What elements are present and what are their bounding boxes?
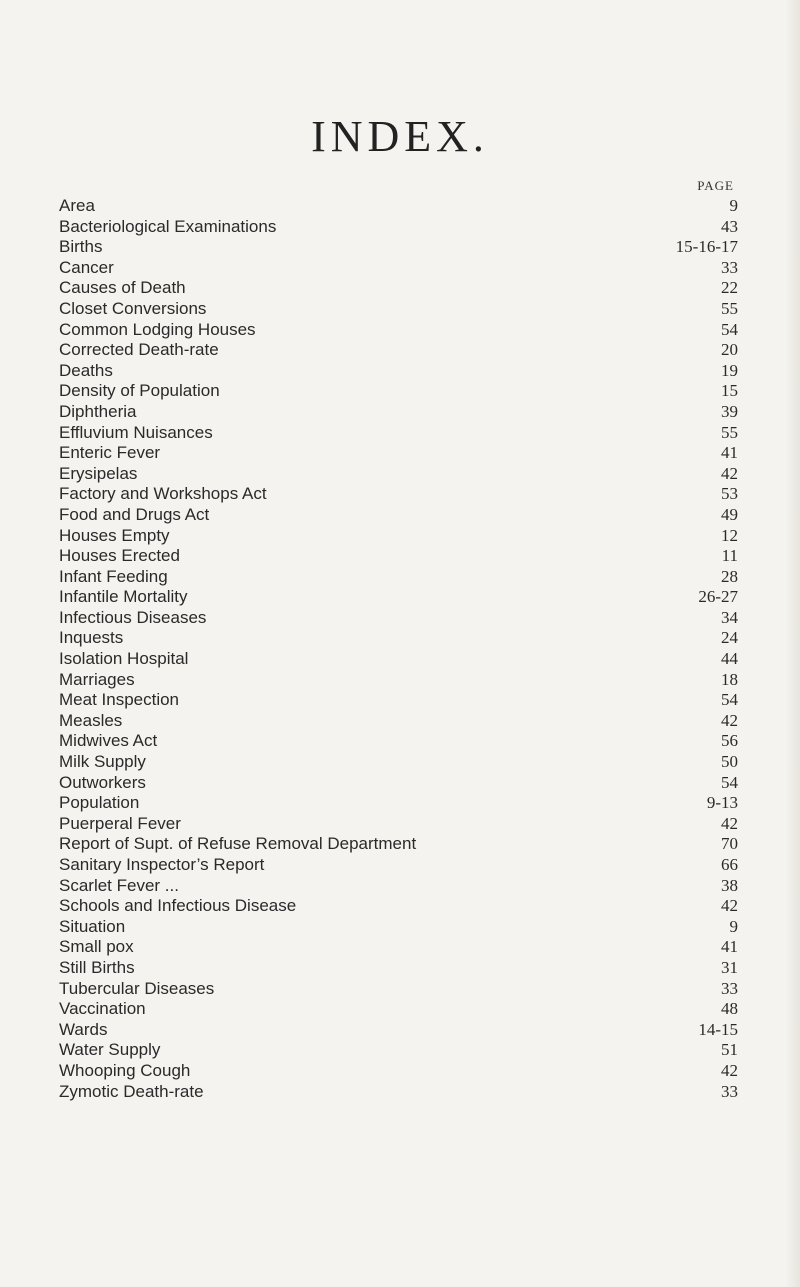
index-entry: [59, 731, 738, 752]
index-entry: [59, 937, 738, 958]
index-list: [59, 196, 738, 1102]
index-entry-name: Closet Conversions: [59, 298, 207, 318]
index-entry-page: 12: [721, 525, 738, 545]
index-entry-name: Cancer: [59, 257, 114, 277]
index-entry-name: Bacteriological Examinations: [59, 216, 277, 236]
index-entry: [59, 979, 738, 1000]
index-entry: [59, 546, 738, 567]
index-entry-name: Food and Drugs Act: [59, 504, 210, 524]
index-entry-name: Zymotic Death-rate: [59, 1081, 204, 1101]
index-entry-page: 49: [721, 504, 738, 524]
index-entry-name: Meat Inspection: [59, 690, 180, 710]
index-entry: [59, 196, 738, 217]
index-entry-page: 42: [721, 813, 738, 833]
index-entry-name: Common Lodging Houses: [59, 319, 256, 339]
index-entry-page: 34: [721, 607, 738, 627]
index-entry: [59, 752, 738, 773]
index-entry: [59, 917, 738, 938]
index-entry-page: 55: [721, 422, 738, 442]
index-entry: [59, 608, 738, 629]
page-title: INDEX.: [311, 112, 489, 161]
index-entry: [59, 773, 738, 794]
index-entry-page: 31: [721, 957, 738, 977]
index-entry-name: Puerperal Fever: [59, 813, 181, 833]
index-entry: [59, 896, 738, 917]
index-entry-page: 66: [721, 855, 738, 874]
index-entry: [59, 587, 738, 608]
index-entry: [59, 340, 738, 361]
index-entry: [59, 628, 738, 649]
index-entry: [59, 526, 738, 547]
index-entry: [59, 423, 738, 444]
index-entry-page: 48: [721, 999, 738, 1019]
index-entry-page: 43: [721, 216, 738, 236]
index-entry-page: 70: [721, 834, 738, 854]
index-entry: [59, 381, 738, 402]
index-entry-name: Isolation Hospital: [59, 649, 189, 669]
index-entry-name: Enteric Fever: [59, 443, 161, 463]
index-entry-page: 41: [721, 443, 738, 463]
index-entry-name: Infantile Mortality: [59, 587, 188, 607]
index-entry-name: Outworkers: [59, 772, 146, 792]
index-entry-name: Effluvium Nuisances: [59, 422, 213, 442]
index-entry-name: Houses Erected: [59, 546, 180, 566]
index-entry-page: 18: [721, 669, 738, 689]
index-entry-page: 55: [721, 298, 738, 318]
index-entry-name: Measles: [59, 710, 123, 730]
index-entry: [59, 567, 738, 588]
index-entry: [59, 1040, 738, 1061]
index-entry-page: 42: [721, 710, 738, 730]
index-entry-page: 42: [721, 463, 738, 483]
index-entry-name: Density of Population: [59, 381, 220, 401]
index-entry-name: Situation: [59, 916, 126, 936]
index-entry: [59, 876, 738, 897]
page-edge-shadow: [786, 0, 800, 1287]
index-entry-name: Marriages: [59, 669, 135, 689]
index-entry-page: 33: [721, 257, 738, 277]
index-entry-page: 56: [721, 731, 738, 751]
page-column-header: PAGE: [697, 178, 734, 193]
index-entry-page: 24: [721, 628, 738, 648]
index-entry-page: 42: [721, 1060, 738, 1080]
index-entry-page: 14-15: [698, 1019, 738, 1039]
index-entry: [59, 1061, 738, 1082]
index-entry-page: 41: [721, 937, 738, 957]
index-entry: [59, 258, 738, 279]
index-entry-name: Houses Empty: [59, 525, 170, 545]
index-entry: [59, 690, 738, 711]
index-entry: [59, 299, 738, 320]
index-entry: [59, 1082, 738, 1103]
index-entry-name: Erysipelas: [59, 463, 138, 483]
index-entry-page: 9-13: [706, 793, 738, 813]
index-entry-page: 33: [721, 1081, 738, 1101]
index-entry-name: Corrected Death-rate: [59, 340, 219, 360]
index-entry: [59, 649, 738, 670]
index-entry-name: Factory and Workshops Act: [59, 484, 267, 504]
index-entry-name: Births: [59, 237, 103, 257]
index-entry: [59, 464, 738, 485]
index-entry-name: Inquests: [59, 628, 124, 648]
index-entry-name: Milk Supply: [59, 752, 146, 772]
index-entry-name: Infectious Diseases: [59, 607, 207, 627]
index-entry-name: Still Births: [59, 957, 135, 977]
index-entry: [59, 834, 738, 855]
index-entry: [59, 361, 738, 382]
index-entry-page: 42: [721, 896, 738, 916]
index-entry-name: Sanitary Inspector’s Report: [59, 855, 265, 874]
index-entry-page: 54: [721, 690, 738, 710]
index-entry-name: Vaccination: [59, 999, 146, 1019]
index-entry: [59, 278, 738, 299]
index-entry: [59, 999, 738, 1020]
index-entry-page: 44: [721, 649, 738, 669]
index-entry-name: Population: [59, 793, 140, 813]
index-entry-name: Tubercular Diseases: [59, 978, 215, 998]
index-entry-page: 54: [721, 319, 738, 339]
index-entry-page: 33: [721, 978, 738, 998]
index-entry-page: 15-16-17: [675, 237, 738, 257]
index-entry-name: Deaths: [59, 360, 113, 380]
index-entry-page: 15: [721, 381, 738, 401]
index-entry-name: Schools and Infectious Disease: [59, 896, 297, 916]
index-entry: [59, 855, 738, 876]
index-entry-page: 51: [721, 1040, 738, 1060]
index-entry: [59, 237, 738, 258]
index-entry-name: Whooping Cough: [59, 1060, 191, 1080]
index-entry-page: 28: [721, 566, 738, 586]
index-entry-name: Report of Supt. of Refuse Removal Department: [59, 834, 417, 854]
index-entry-page: 38: [721, 875, 738, 895]
index-entry-page: 22: [721, 278, 738, 298]
index-entry-name: Scarlet Fever ...: [59, 875, 179, 895]
index-entry-page: 54: [721, 772, 738, 792]
index-entry-name: Wards: [59, 1019, 108, 1039]
index-entry: [59, 1020, 738, 1041]
index-entry-page: 26-27: [698, 587, 738, 607]
index-entry: [59, 484, 738, 505]
index-entry-page: 53: [721, 484, 738, 504]
index-entry: [59, 711, 738, 732]
index-entry-name: Midwives Act: [59, 731, 158, 751]
index-entry: [59, 793, 738, 814]
index-entry-page: 20: [721, 340, 738, 360]
index-entry-name: Diphtheria: [59, 401, 137, 421]
index-entry: [59, 217, 738, 238]
index-entry: [59, 814, 738, 835]
index-entry-name: Area: [59, 196, 95, 215]
index-entry-page: 19: [721, 360, 738, 380]
index-entry-page: 9: [729, 196, 738, 215]
index-entry-page: 11: [721, 546, 738, 566]
index-entry-page: 39: [721, 401, 738, 421]
index-entry: [59, 670, 738, 691]
index-entry-page: 9: [729, 916, 738, 936]
index-entry-name: Infant Feeding: [59, 566, 168, 586]
index-entry-name: Causes of Death: [59, 278, 186, 298]
index-entry: [59, 958, 738, 979]
index-entry: [59, 320, 738, 341]
index-entry-page: 50: [721, 752, 738, 772]
index-entry: [59, 402, 738, 423]
index-entry: [59, 505, 738, 526]
index-entry: [59, 443, 738, 464]
index-entry-name: Water Supply: [59, 1040, 161, 1060]
index-entry-name: Small pox: [59, 937, 134, 957]
